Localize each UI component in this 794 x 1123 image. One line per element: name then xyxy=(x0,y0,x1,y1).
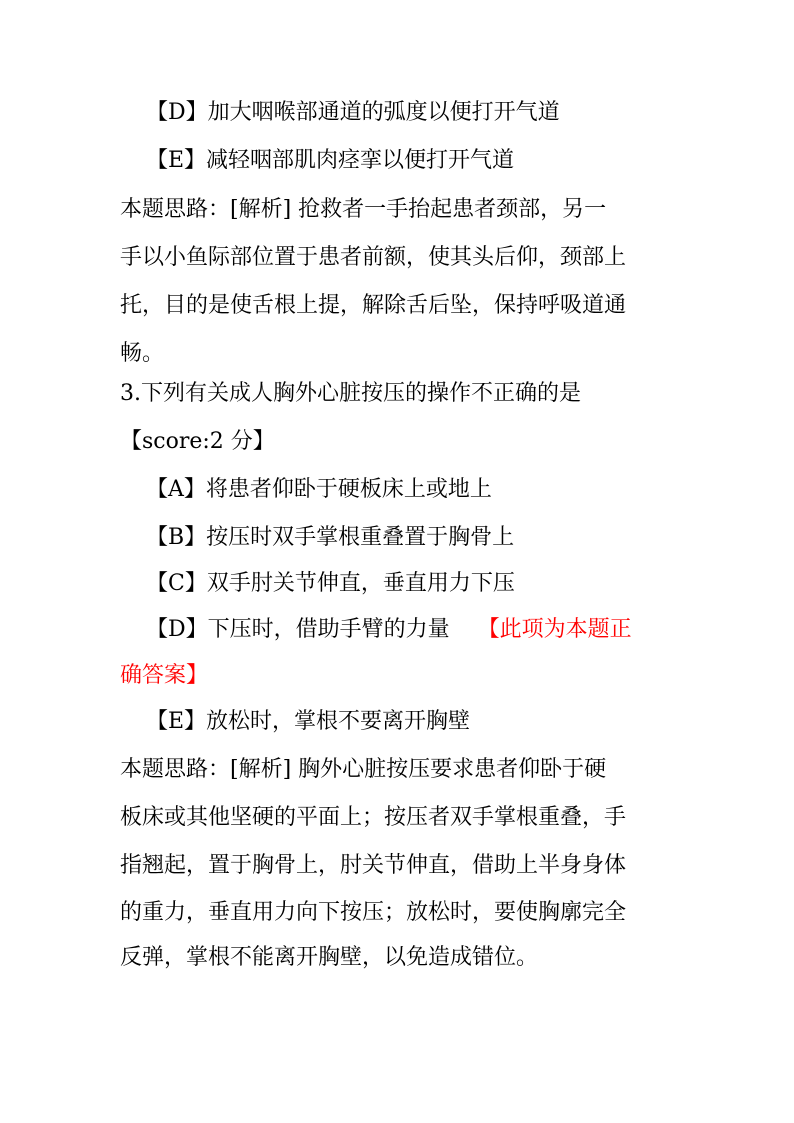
q3-explanation-line-5: 反弹，掌根不能离开胸壁，以免造成错位。 xyxy=(120,945,539,970)
q3-option-b: 【B】按压时双手掌根重叠置于胸骨上 xyxy=(146,525,515,550)
q2-explanation-line-3: 托，目的是使舌根上提，解除舌后坠，保持呼吸道通 xyxy=(120,293,627,318)
q3-option-d: 【D】下压时，借助手臂的力量 xyxy=(146,617,450,642)
q3-question: 3.下列有关成人胸外心脏按压的操作不正确的是 xyxy=(120,381,581,406)
q3-explanation-line-2: 板床或其他坚硬的平面上；按压者双手掌根重叠，手 xyxy=(120,805,627,830)
q3-option-d-row xyxy=(0,616,632,644)
q2-explanation-line-1: 本题思路：[解析] 抢救者一手抬起患者颈部，另一 xyxy=(120,197,607,222)
correct-answer-mark: 【此项为本题正 xyxy=(477,617,632,642)
q2-explanation-line-2: 手以小鱼际部位置于患者前额，使其头后仰，颈部上 xyxy=(120,245,627,270)
q3-score: 【score:2 分】 xyxy=(120,429,275,454)
q3-option-e: 【E】放松时，掌根不要离开胸壁 xyxy=(146,709,471,734)
q3-option-c: 【C】双手肘关节伸直，垂直用力下压 xyxy=(146,571,515,596)
q3-explanation-line-4: 的重力，垂直用力向下按压；放松时，要使胸廓完全 xyxy=(120,900,627,925)
q3-explanation-line-3: 指翘起，置于胸骨上，肘关节伸直，借助上半身身体 xyxy=(120,853,627,878)
q2-option-e: 【E】减轻咽部肌肉痉挛以便打开气道 xyxy=(146,148,515,173)
q2-option-d: 【D】加大咽喉部通道的弧度以便打开气道 xyxy=(146,100,560,125)
q2-explanation-line-4: 畅。 xyxy=(120,341,165,366)
q3-option-a: 【A】将患者仰卧于硬板床上或地上 xyxy=(146,477,492,502)
q3-explanation-line-1: 本题思路：[解析] 胸外心脏按压要求患者仰卧于硬 xyxy=(120,757,607,782)
correct-answer-mark-continued: 确答案】 xyxy=(120,663,209,688)
